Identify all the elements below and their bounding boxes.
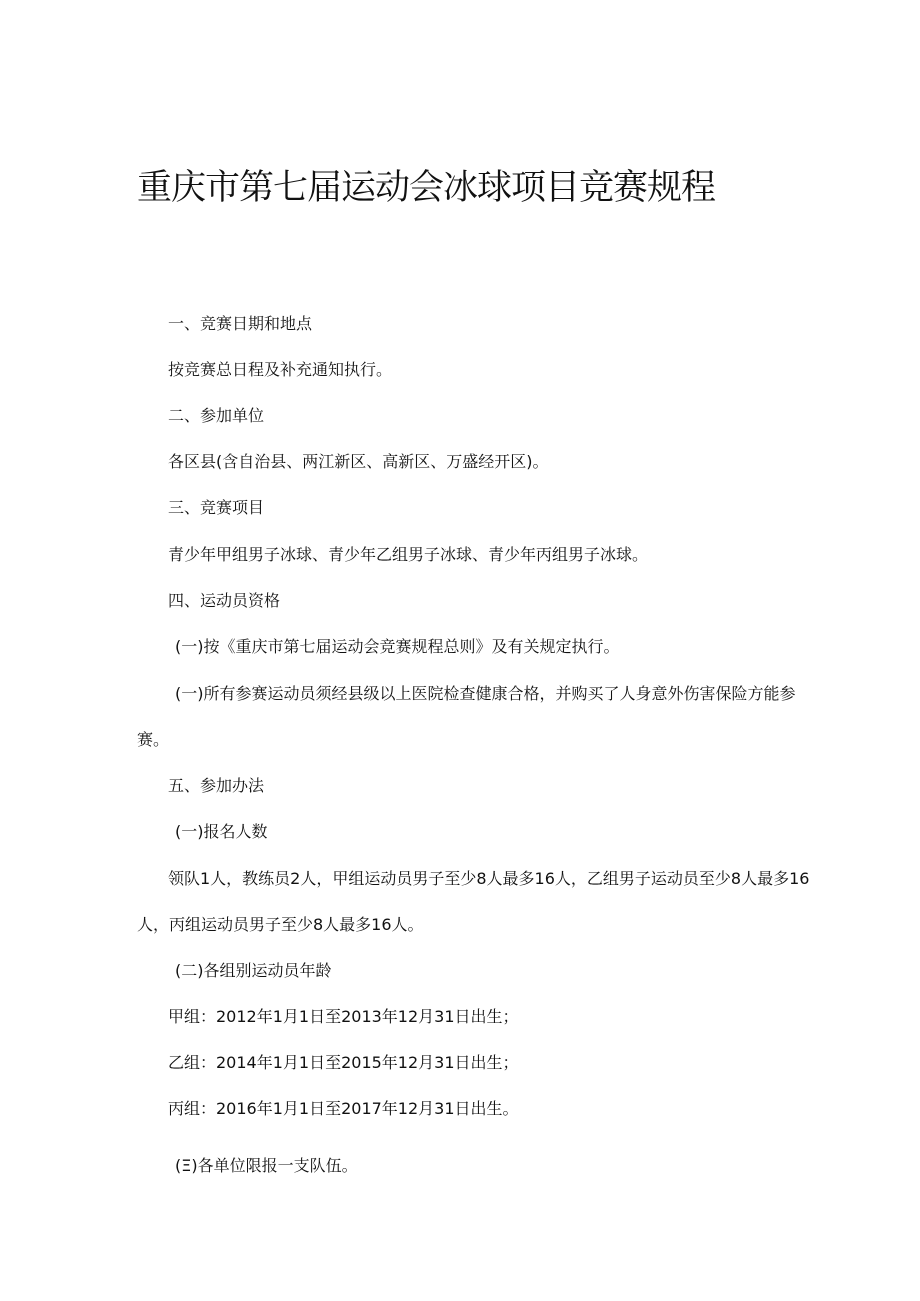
participation-team-limit: (Ξ)各单位限报一支队伍。	[175, 1156, 358, 1175]
eligibility-item-2-continued: 赛。	[137, 730, 170, 749]
section-body-events: 青少年甲组男子冰球、青少年乙组男子冰球、青少年丙组男子冰球。	[168, 545, 649, 564]
section-heading-events: 三、竞赛项目	[168, 498, 265, 517]
section-body-schedule: 按竞赛总日程及补充通知执行。	[168, 360, 393, 379]
section-heading-participation: 五、参加办法	[168, 776, 265, 795]
participation-sub-heading-ages: (二)各组别运动员年龄	[175, 961, 332, 980]
eligibility-item-2: (一)所有参赛运动员须经县级以上医院检查健康合格，并购买了人身意外伤害保险方能参	[175, 684, 796, 703]
participation-quota-text-continued: 人，丙组运动员男子至少8人最多16人。	[137, 915, 424, 934]
participation-sub-heading-quota: (一)报名人数	[175, 822, 268, 841]
document-title: 重庆市第七届运动会冰球项目竞赛规程	[137, 168, 716, 208]
participation-quota-text: 领队1人，教练员2人，甲组运动员男子至少8人最多16人，乙组男子运动员至少8人最多16	[168, 869, 810, 888]
section-body-participants: 各区县(含自治县、两江新区、高新区、万盛经开区)。	[168, 452, 549, 471]
age-group-c: 丙组：2016年1月1日至2017年12月31日出生。	[168, 1099, 519, 1118]
section-heading-schedule: 一、竞赛日期和地点	[168, 314, 313, 333]
section-heading-eligibility: 四、运动员资格	[168, 591, 281, 610]
eligibility-item-1: (一)按《重庆市第七届运动会竞赛规程总则》及有关规定执行。	[175, 637, 620, 656]
section-heading-participants: 二、参加单位	[168, 406, 265, 425]
age-group-b: 乙组：2014年1月1日至2015年12月31日出生；	[168, 1053, 519, 1072]
age-group-a: 甲组：2012年1月1日至2013年12月31日出生；	[168, 1007, 519, 1026]
